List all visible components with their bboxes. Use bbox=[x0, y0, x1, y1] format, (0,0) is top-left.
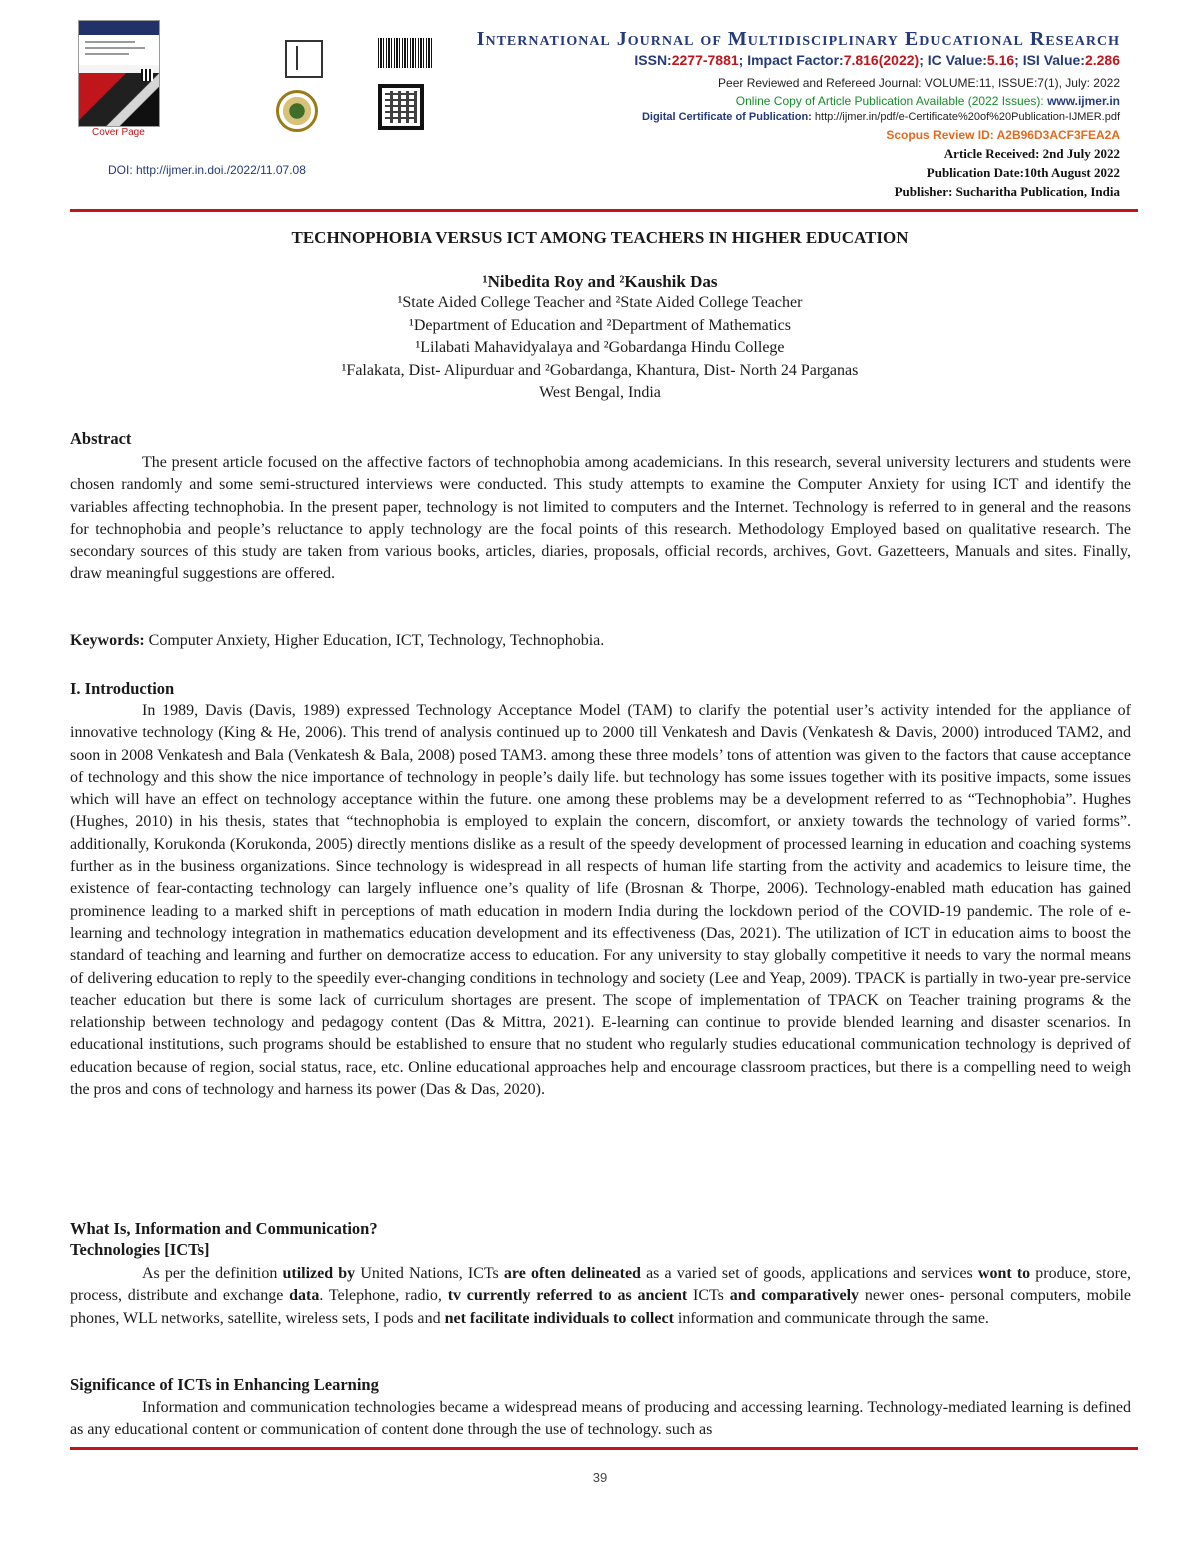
introduction-heading: I. Introduction bbox=[70, 679, 175, 698]
doi-link[interactable]: DOI: http://ijmer.in.doi./2022/11.07.08 bbox=[108, 163, 306, 177]
page-number: 39 bbox=[592, 1470, 608, 1485]
affiliation-line: ¹Lilabati Mahavidyalaya and ²Gobardanga Hindu College bbox=[415, 339, 785, 356]
issn-line: ISSN:2277-7881; Impact Factor:7.816(2022); IC Value:5.16; ISI Value:2.286 bbox=[634, 52, 1120, 68]
affiliation-line: ¹Department of Education and ²Department of Mathematics bbox=[409, 317, 791, 334]
abstract-body bbox=[70, 452, 1131, 586]
ict-heading-line1: What Is, Information and Communication? bbox=[70, 1219, 378, 1238]
ict-definition-section bbox=[70, 1218, 1131, 1260]
abstract-text: The present article focused on the affective factors of technophobia among academicians. In this research, several university lecturers and students were chosen randomly and some semi-structured interviews were conducted. This study attempts to examine the Computer Anxiety for using ICT and identify the variables affecting technophobia. In the present paper, technology is not limited to computers and the Internet. Technology is referred to in general and the reasons for technophobia and people’s reluctance to apply technology are the focal points of this research. Methodology Employed based on qualitative research. The secondary sources of this study are taken from various books, articles, diaries, proposals, official records, archives, Govt. Gazetteers, Manuals and sites. Finally, draw meaningful suggestions are offered. bbox=[70, 454, 1131, 583]
significance-body bbox=[70, 1397, 1131, 1442]
barcode-image bbox=[378, 38, 432, 68]
indexing-logo bbox=[285, 40, 323, 78]
ict-definition-text: As per the definition utilized by United Nations, ICTs are often delineated as a varied set of goods, applications and services wont to produce, store, process, distribute and exchange data. Telephone, radio, tv currently referred to as ancient ICTs and comparatively newer ones- personal computers, mobile phones, WLL networks, satellite, wireless sets, I pods and net facilitate individuals to collect information and communicate through the same. bbox=[70, 1265, 1132, 1327]
peer-review-line: Peer Reviewed and Refereed Journal: VOLUME:11, ISSUE:7(1), July: 2022 bbox=[718, 76, 1120, 90]
keywords-line bbox=[70, 630, 1131, 652]
cover-page-thumbnail bbox=[78, 20, 160, 127]
significance-text: Information and communication technologies became a widespread means of producing and accessing learning. Technology-mediated learning is defined as any educational content or communication of content done through the use of technology. such as bbox=[70, 1399, 1131, 1439]
publication-date: Publication Date:10th August 2022 bbox=[926, 165, 1120, 180]
introduction-section bbox=[70, 678, 1131, 700]
introduction-text: In 1989, Davis (Davis, 1989) expressed Technology Acceptance Model (TAM) to clarify the potential user’s activity intended for the appliance of innovative technology (King & He, 2006). This trend of analysis continued up to 2000 till Venkatesh and Davis (Venkatesh & Davis, 2000) introduced TAM2, and soon in 2008 Venkatesh and Bala (Venkatesh & Bala, 2008) posed TAM3. among these three models’ tons of attention was given to the factors that cause acceptance of technology and this show the nice importance of technology in people’s daily life. but technology has some issues together with its positive impacts, some issues which will have an effect on technology acceptance within the future. one among these problems may be a development referred to as “Technophobia”. Hughes (Hughes, 2010) in his thesis, states that “technophobia is employed to explain the concern, discomfort, or anxiety towards the technology of varied forms”. additionally, Korukonda (Korukonda, 2005) directly mentions dislike as a result of the speedy development of processed learning in education and coaching systems further as in the business organizations. Since technology is widespread in all respects of human life starting from the activity and academics to leisure time, the existence of fear-contacting technology can largely influence one’s quality of life (Brosnan & Thorpe, 2006). Technology-enabled math education has gained prominence leading to a marked shift in perceptions of math education in modern India during the lockdown period of the COVID-19 pandemic. The role of e-learning and technology integration in mathematics education development and its effectiveness (Das, 2021). The utilization of ICT in education aims to boost the standard of teaching and learning and further on democratize access to education. For any university to stay globally competitive it needs to vary the normal means of delivering education to reply to the speedily ever-changing conditions in technology and society (Lee and Yeap, 2009). TPACK is partially in two-year pre-service teacher education but there is some lack of curriculum shortages are present. The scope of implementation of TPACK on Teacher training programs & the relationship between technology and pedagogy content (Das & Mittra, 2021). E-learning can continue to provide blended learning and disaster scenarios. In educational institutions, such programs should be established to ensure that no student who regularly studies educational communication technology is deprived of education because of region, social status, race, etc. Online educational approaches help and encourage classroom practices, but there is a compelling need to weigh the pros and cons of technology and harness its power (Das & Das, 2020). bbox=[70, 702, 1131, 1099]
header-divider bbox=[70, 209, 1138, 212]
article-received-date: Article Received: 2nd July 2022 bbox=[943, 146, 1120, 161]
online-copy-line: Online Copy of Article Publication Available (2022 Issues): www.ijmer.in bbox=[735, 94, 1120, 108]
journal-title: International Journal of Multidisciplinary Educational Research bbox=[476, 28, 1120, 50]
affiliation-line: ¹Falakata, Dist- Alipurduar and ²Gobardanga, Khantura, Dist- North 24 Parganas bbox=[341, 362, 859, 379]
scopus-review-id: Scopus Review ID: A2B96D3ACF3FEA2A bbox=[886, 128, 1120, 142]
abstract-heading: Abstract bbox=[70, 429, 132, 448]
footer-divider bbox=[70, 1447, 1138, 1450]
ict-heading-line2: Technologies [ICTs] bbox=[70, 1240, 210, 1259]
introduction-body bbox=[70, 700, 1131, 1101]
publisher-line: Publisher: Sucharitha Publication, India bbox=[894, 184, 1120, 199]
significance-heading: Significance of ICTs in Enhancing Learning bbox=[70, 1375, 379, 1394]
certificate-link[interactable]: http://ijmer.in/pdf/e-Certificate%20of%20Publication-IJMER.pdf bbox=[814, 111, 1120, 123]
ict-definition-body bbox=[70, 1263, 1131, 1330]
cover-page-label: Cover Page bbox=[92, 127, 145, 138]
certificate-line: Digital Certificate of Publication: http://ijmer.in/pdf/e-Certificate%20of%20Publication-IJMER.pdf bbox=[641, 111, 1120, 123]
affiliation-line: West Bengal, India bbox=[539, 384, 661, 401]
university-seal-logo bbox=[276, 90, 318, 132]
affiliation-line: ¹State Aided College Teacher and ²State Aided College Teacher bbox=[397, 294, 803, 311]
keywords-text: Computer Anxiety, Higher Education, ICT, Technology, Technophobia. bbox=[144, 632, 605, 649]
paper-title: TECHNOPHOBIA VERSUS ICT AMONG TEACHERS IN HIGHER EDUCATION bbox=[291, 228, 909, 247]
author-names: ¹Nibedita Roy and ²Kaushik Das bbox=[482, 272, 718, 291]
journal-website-link[interactable]: www.ijmer.in bbox=[1047, 94, 1120, 108]
significance-section bbox=[70, 1374, 1131, 1396]
keywords-label: Keywords: bbox=[70, 632, 145, 649]
qr-code-image bbox=[378, 84, 424, 130]
abstract-section bbox=[70, 428, 1131, 450]
